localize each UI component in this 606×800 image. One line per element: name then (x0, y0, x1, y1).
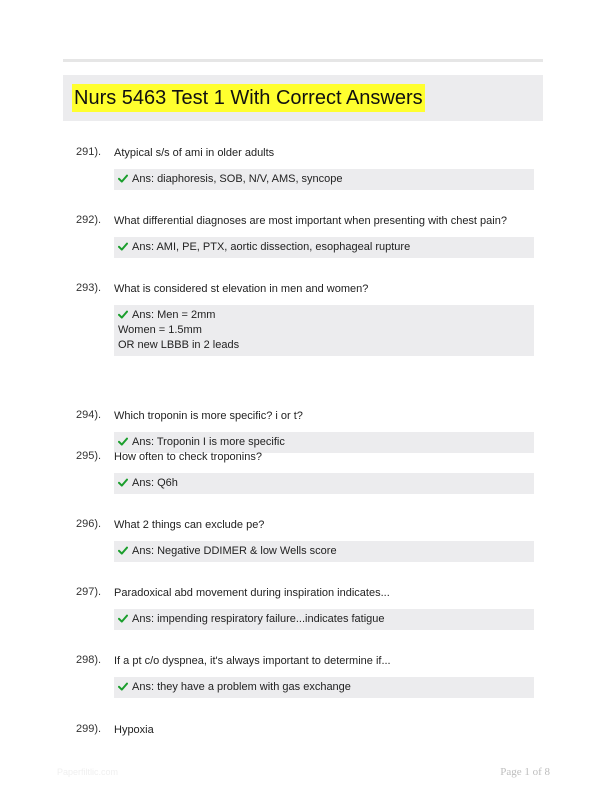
question-number: 295). (76, 450, 102, 462)
question-number: 299). (76, 723, 102, 735)
title-banner (63, 75, 543, 121)
question-text: What differential diagnoses are most important when presenting with chest pain? (114, 215, 507, 227)
question-number: 296). (76, 518, 102, 530)
checkmark-icon (118, 614, 128, 623)
answer-text: Ans: Negative DDIMER & low Wells score (132, 545, 337, 557)
answer-text: Women = 1.5mm (118, 324, 202, 336)
answer-box (114, 677, 534, 698)
question-number: 294). (76, 409, 102, 421)
checkmark-icon (118, 242, 128, 251)
answer-line (118, 338, 530, 353)
page-number: Page 1 of 8 (500, 766, 550, 778)
checkmark-icon (118, 546, 128, 555)
answer-line (118, 435, 530, 450)
answer-box (114, 473, 534, 494)
answer-text: Ans: impending respiratory failure...indicates fatigue (132, 613, 385, 625)
answer-text: Ans: Q6h (132, 477, 178, 489)
checkmark-icon (118, 682, 128, 691)
answer-box (114, 541, 534, 562)
answer-text: OR new LBBB in 2 leads (118, 339, 240, 351)
answer-line (118, 476, 530, 491)
answer-line (118, 680, 530, 695)
answer-box (114, 609, 534, 630)
document-title: Nurs 5463 Test 1 With Correct Answers (72, 84, 425, 112)
answer-line (118, 240, 530, 255)
answer-line (118, 544, 530, 559)
question-text: What is considered st elevation in men and women? (114, 283, 369, 295)
checkmark-icon (118, 478, 128, 487)
answer-text: Ans: Men = 2mm (132, 309, 216, 321)
question-number: 293). (76, 282, 102, 294)
question-number: 292). (76, 214, 102, 226)
question-number: 297). (76, 586, 102, 598)
answer-box (114, 305, 534, 356)
question-text: How often to check troponins? (114, 451, 262, 463)
answer-box (114, 169, 534, 190)
answer-text: Ans: diaphoresis, SOB, N/V, AMS, syncope (132, 173, 343, 185)
checkmark-icon (118, 174, 128, 183)
answer-line (118, 612, 530, 627)
question-number: 298). (76, 654, 102, 666)
footer-watermark: Paperfiltlic.com (57, 767, 119, 777)
checkmark-icon (118, 310, 128, 319)
answer-text: Ans: Troponin I is more specific (132, 436, 285, 448)
answer-line (118, 323, 530, 338)
answer-line (118, 172, 530, 187)
answer-box (114, 237, 534, 258)
question-text: If a pt c/o dyspnea, it's always important to determine if... (114, 655, 391, 667)
question-number: 291). (76, 146, 102, 158)
answer-line (118, 308, 530, 323)
question-text: Paradoxical abd movement during inspiration indicates... (114, 587, 390, 599)
question-text: What 2 things can exclude pe? (114, 519, 265, 531)
question-text: Atypical s/s of ami in older adults (114, 147, 275, 159)
answer-text: Ans: they have a problem with gas exchange (132, 681, 351, 693)
question-text: Which troponin is more specific? i or t? (114, 410, 303, 422)
checkmark-icon (118, 437, 128, 446)
question-text: Hypoxia (114, 724, 154, 736)
top-rule (63, 59, 543, 62)
answer-text: Ans: AMI, PE, PTX, aortic dissection, esophageal rupture (132, 241, 411, 253)
